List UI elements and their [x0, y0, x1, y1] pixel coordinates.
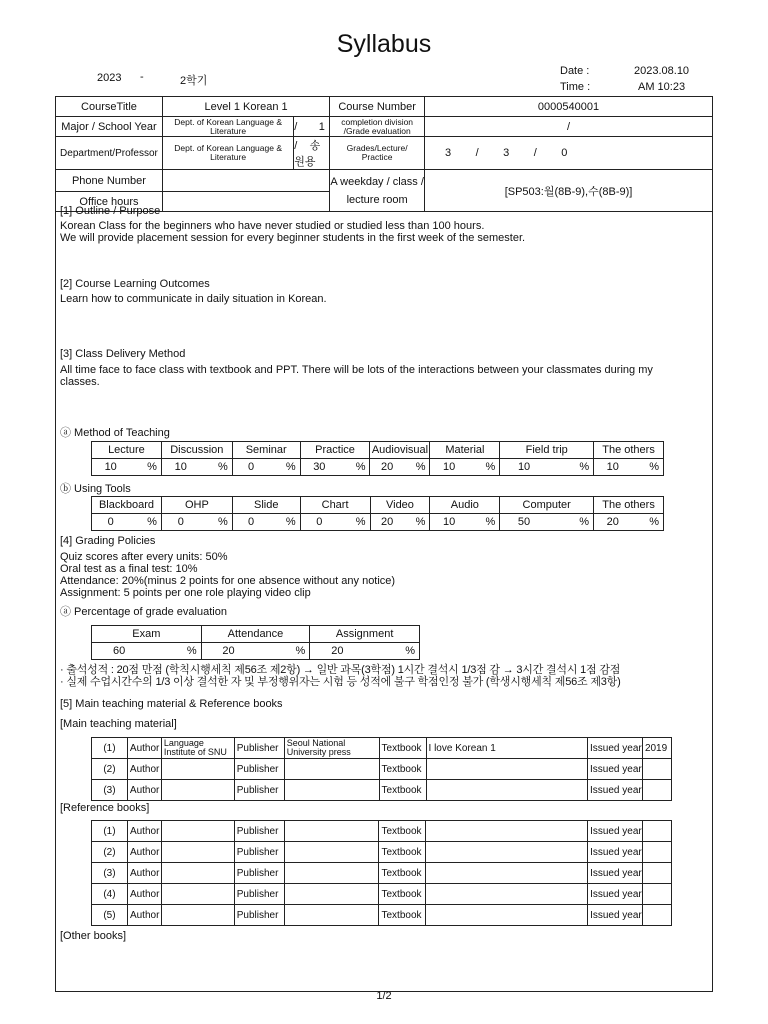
page-number: 1/2 [376, 990, 392, 1002]
teaching-number-7: 10 [606, 461, 619, 473]
tools-value-2 [232, 514, 300, 531]
teaching-method-title: ⓐ Method of Teaching [60, 427, 170, 439]
reference-books-label: [Reference books] [60, 802, 150, 814]
grades-slash-1: / [475, 147, 479, 159]
grades-credit: 3 [445, 147, 452, 159]
year: 2023 [97, 72, 122, 84]
phone-value [162, 170, 329, 192]
teaching-header-6: Field trip [500, 442, 594, 459]
tools-header-6: Computer [500, 497, 594, 514]
outcomes-line-1: Learn how to communicate in daily situation in Korean. [60, 293, 327, 305]
delivery-line-2: classes. [60, 376, 100, 388]
teaching-value-0 [92, 459, 162, 476]
main-book-num-1: (2) [92, 759, 128, 780]
course-title-label: CourseTitle [56, 97, 163, 117]
grading-header-0: Exam [92, 626, 202, 643]
weekday-label-line2: lecture room [346, 193, 408, 206]
teaching-value-3 [300, 459, 370, 476]
major-value: Dept. of Korean Language & Literature [162, 117, 293, 137]
teaching-value-2 [232, 459, 300, 476]
weekday-label [330, 170, 425, 212]
using-tools-table [91, 496, 664, 531]
ref-book-publisher-label-4: Publisher [234, 905, 284, 926]
time-value: AM 10:23 [638, 81, 686, 93]
grading-percent-0: % [186, 645, 197, 657]
major-slash: / [294, 120, 298, 133]
main-book-textbook-label-2: Textbook [379, 780, 426, 801]
ref-book-publisher-1 [284, 842, 379, 863]
main-material-label: [Main teaching material] [60, 718, 177, 730]
teaching-header-5: Material [430, 442, 500, 459]
school-year: 1 [318, 120, 325, 133]
ref-book-textbook-0 [426, 821, 588, 842]
ref-book-author-label-3: Author [127, 884, 161, 905]
other-books-label: [Other books] [60, 930, 127, 942]
ref-book-row-4 [92, 905, 672, 926]
tools-percent-2: % [285, 516, 296, 528]
teaching-number-6: 10 [517, 461, 531, 473]
grading-line-1: Quiz scores after every units: 50% [60, 551, 228, 563]
grading-header-2: Assignment [310, 626, 420, 643]
ref-book-row-0 [92, 821, 672, 842]
ref-book-textbook-label-0: Textbook [379, 821, 426, 842]
teaching-percent-3: % [355, 461, 366, 473]
main-book-num-2: (3) [92, 780, 128, 801]
main-book-author-label-2: Author [127, 780, 161, 801]
ref-book-num-4: (5) [92, 905, 128, 926]
tools-number-2: 0 [248, 516, 255, 528]
ref-book-issued-label-0: Issued year [588, 821, 643, 842]
date-label: Date : [560, 65, 590, 77]
using-tools-title: ⓑ Using Tools [60, 483, 131, 495]
teaching-value-6 [500, 459, 594, 476]
ref-book-publisher-2 [284, 863, 379, 884]
section-materials-title: [5] Main teaching material & Reference books [60, 698, 283, 710]
section-outcomes-title: [2] Course Learning Outcomes [60, 278, 210, 290]
tools-header-4: Video [370, 497, 430, 514]
tools-number-7: 20 [606, 516, 619, 528]
teaching-method-table [91, 441, 664, 476]
ref-book-num-2: (3) [92, 863, 128, 884]
ref-book-issued-label-3: Issued year [588, 884, 643, 905]
grading-percent-1: % [295, 645, 306, 657]
teaching-percent-1: % [217, 461, 228, 473]
main-book-publisher-label-0: Publisher [234, 738, 284, 759]
ref-book-textbook-2 [426, 863, 588, 884]
course-info-table [55, 96, 713, 212]
office-hours-value [162, 192, 329, 212]
ref-book-author-label-0: Author [127, 821, 161, 842]
tools-percent-0: % [147, 516, 157, 528]
teaching-number-3: 30 [313, 461, 326, 473]
tools-value-5 [430, 514, 500, 531]
ref-book-publisher-label-3: Publisher [234, 884, 284, 905]
teaching-value-1 [161, 459, 232, 476]
ref-book-issued-label-1: Issued year [588, 842, 643, 863]
tools-header-2: Slide [232, 497, 300, 514]
grade-percentage-title: ⓐ Percentage of grade evaluation [60, 606, 227, 618]
teaching-number-0: 10 [104, 461, 117, 473]
phone-label: Phone Number [56, 170, 163, 192]
grade-percentage-table [91, 625, 420, 660]
main-book-textbook-label-0: Textbook [379, 738, 426, 759]
grading-number-0: 60 [112, 645, 126, 657]
main-book-year-0: 2019 [642, 738, 671, 759]
tools-percent-1: % [218, 516, 228, 528]
ref-book-textbook-label-1: Textbook [379, 842, 426, 863]
teaching-header-3: Practice [300, 442, 370, 459]
ref-book-textbook-label-3: Textbook [379, 884, 426, 905]
time-label: Time : [560, 81, 591, 93]
grading-header-1: Attendance [201, 626, 310, 643]
teaching-percent-4: % [415, 461, 426, 473]
ref-book-issued-label-4: Issued year [588, 905, 643, 926]
ref-book-issued-label-2: Issued year [588, 863, 643, 884]
ref-book-year-4 [643, 905, 672, 926]
main-book-textbook-1 [426, 759, 588, 780]
section-delivery-title: [3] Class Delivery Method [60, 348, 186, 360]
grades-value [425, 137, 713, 170]
ref-book-author-3 [161, 884, 234, 905]
ref-book-num-1: (2) [92, 842, 128, 863]
grades-lecture: 3 [503, 147, 510, 159]
tools-number-1: 0 [177, 516, 184, 528]
ref-book-row-1 [92, 842, 672, 863]
main-book-publisher-1 [284, 759, 379, 780]
main-book-row-0 [92, 738, 672, 759]
grading-line-4: Assignment: 5 points per one role playing video clip [60, 587, 311, 599]
main-book-author-1 [161, 759, 234, 780]
teaching-number-4: 20 [380, 461, 394, 473]
tools-value-1 [161, 514, 232, 531]
grading-number-1: 20 [222, 645, 235, 657]
section-grading-title: [4] Grading Policies [60, 535, 156, 547]
ref-book-publisher-3 [284, 884, 379, 905]
teaching-value-4 [370, 459, 430, 476]
grading-line-2: Oral test as a final test: 10% [60, 563, 198, 575]
grades-slash-2: / [533, 147, 537, 159]
attendance-note-1: · 출석성적 : 20점 만점 (학칙시행세칙 제56조 제2항) → 일반 과목(3학점) 1시간 결석시 1/3점 감 → 3시간 결석시 1점 감점 [60, 664, 621, 676]
main-book-row-1 [92, 759, 672, 780]
main-book-row-2 [92, 780, 672, 801]
ref-book-year-0 [643, 821, 672, 842]
teaching-percent-0: % [147, 461, 157, 473]
tools-percent-6: % [579, 516, 590, 528]
ref-book-author-0 [161, 821, 234, 842]
ref-book-textbook-4 [426, 905, 588, 926]
ref-book-publisher-label-0: Publisher [234, 821, 284, 842]
weekday-value: [SP503:월(8B-9),수(8B-9)] [425, 170, 713, 212]
tools-number-6: 50 [517, 516, 531, 528]
tools-header-5: Audio [430, 497, 500, 514]
ref-book-textbook-1 [426, 842, 588, 863]
tools-header-0: Blackboard [92, 497, 162, 514]
teaching-percent-5: % [485, 461, 496, 473]
tools-value-4 [370, 514, 430, 531]
outline-line-1: Korean Class for the beginners who have never studied or studied less than 100 hours. [60, 220, 485, 232]
main-book-textbook-0: I love Korean 1 [426, 738, 588, 759]
teaching-header-1: Discussion [161, 442, 232, 459]
teaching-percent-6: % [579, 461, 590, 473]
grades-label: Grades/Lecture/ Practice [330, 137, 425, 170]
professor: 송원용 [294, 140, 321, 168]
ref-book-publisher-0 [284, 821, 379, 842]
ref-book-textbook-label-2: Textbook [379, 863, 426, 884]
ref-book-author-2 [161, 863, 234, 884]
main-book-textbook-2 [426, 780, 588, 801]
ref-book-publisher-4 [284, 905, 379, 926]
tools-value-3 [300, 514, 370, 531]
grading-percent-2: % [405, 645, 415, 657]
ref-book-year-3 [643, 884, 672, 905]
delivery-line-1: All time face to face class with textbook and PPT. There will be lots of the interactions between your classmates during my [60, 364, 653, 376]
ref-book-author-label-4: Author [127, 905, 161, 926]
ref-book-num-3: (4) [92, 884, 128, 905]
main-material-table [91, 737, 672, 801]
ref-book-year-1 [643, 842, 672, 863]
tools-percent-4: % [415, 516, 426, 528]
main-book-year-1 [642, 759, 671, 780]
ref-book-author-1 [161, 842, 234, 863]
course-title-value: Level 1 Korean 1 [162, 97, 329, 117]
weekday-label-line1: A weekday / class / [330, 175, 424, 188]
teaching-header-4: Audiovisual [370, 442, 430, 459]
teaching-header-0: Lecture [92, 442, 162, 459]
ref-book-publisher-label-2: Publisher [234, 863, 284, 884]
date-value: 2023.08.10 [634, 65, 690, 77]
main-book-year-2 [642, 780, 671, 801]
main-book-author-2 [161, 780, 234, 801]
completion-value: / [425, 117, 713, 137]
tools-header-3: Chart [300, 497, 370, 514]
tools-header-1: OHP [161, 497, 232, 514]
main-book-textbook-label-1: Textbook [379, 759, 426, 780]
main-book-issued-label-0: Issued year [588, 738, 643, 759]
outline-line-2: We will provide placement session for every beginner students in the first week of the semester. [60, 232, 526, 244]
tools-value-0 [92, 514, 162, 531]
office-hours-label: Office hours [56, 192, 163, 212]
tools-value-6 [500, 514, 594, 531]
main-book-publisher-label-1: Publisher [234, 759, 284, 780]
tools-percent-3: % [355, 516, 366, 528]
year-term-dash: - [140, 71, 144, 83]
main-book-publisher-label-2: Publisher [234, 780, 284, 801]
page-title: Syllabus [336, 30, 432, 58]
ref-book-row-2 [92, 863, 672, 884]
grading-line-3: Attendance: 20%(minus 2 points for one absence without any notice) [60, 575, 396, 587]
course-number-label: Course Number [330, 97, 425, 117]
tools-percent-7: % [649, 516, 659, 528]
main-book-author-label-0: Author [127, 738, 161, 759]
dept-label: Department/Professor [56, 137, 163, 170]
major-label: Major / School Year [56, 117, 163, 137]
grades-practice: 0 [561, 147, 568, 159]
main-book-author-label-1: Author [127, 759, 161, 780]
teaching-header-7: The others [594, 442, 664, 459]
reference-books-table [91, 820, 672, 926]
tools-number-4: 20 [380, 516, 394, 528]
tools-percent-5: % [485, 516, 496, 528]
main-book-issued-label-2: Issued year [588, 780, 643, 801]
ref-book-year-2 [643, 863, 672, 884]
completion-label: completion division /Grade evaluation [330, 117, 425, 137]
ref-book-row-3 [92, 884, 672, 905]
ref-book-num-0: (1) [92, 821, 128, 842]
tools-header-7: The others [594, 497, 664, 514]
main-book-issued-label-1: Issued year [588, 759, 643, 780]
teaching-value-7 [594, 459, 664, 476]
grading-number-2: 20 [331, 645, 344, 657]
ref-book-publisher-label-1: Publisher [234, 842, 284, 863]
school-year-cell [294, 117, 330, 137]
dept-value: Dept. of Korean Language & Literature [162, 137, 293, 170]
tools-number-5: 10 [442, 516, 456, 528]
teaching-number-2: 0 [247, 461, 255, 473]
main-book-publisher-0: Seoul National University press [284, 738, 379, 759]
dept-slash: / [294, 140, 298, 152]
grading-value-0 [92, 643, 202, 660]
ref-book-author-label-2: Author [127, 863, 161, 884]
term: 2학기 [180, 75, 208, 87]
teaching-percent-2: % [285, 461, 296, 473]
tools-number-3: 0 [316, 516, 323, 528]
tools-value-7 [594, 514, 664, 531]
teaching-value-5 [430, 459, 500, 476]
main-book-num-0: (1) [92, 738, 128, 759]
teaching-number-1: 10 [174, 461, 187, 473]
ref-book-author-label-1: Author [127, 842, 161, 863]
teaching-percent-7: % [649, 461, 659, 473]
section-outline-title: [1] Outline / Purpose [60, 205, 161, 217]
ref-book-textbook-3 [426, 884, 588, 905]
main-book-publisher-2 [284, 780, 379, 801]
grading-value-2 [310, 643, 420, 660]
attendance-note-2: · 실제 수업시간수의 1/3 이상 결석한 자 및 부정행위자는 시험 등 성적에 불구 학점인정 불가 (학생시행세칙 제56조 제3항) [60, 676, 621, 688]
teaching-number-5: 10 [443, 461, 456, 473]
professor-cell [294, 137, 330, 170]
tools-number-0: 0 [107, 516, 114, 528]
teaching-header-2: Seminar [232, 442, 300, 459]
main-book-author-0: Language Institute of SNU [161, 738, 234, 759]
course-number-value: 0000540001 [425, 97, 713, 117]
ref-book-textbook-label-4: Textbook [379, 905, 426, 926]
grading-value-1 [201, 643, 310, 660]
ref-book-author-4 [161, 905, 234, 926]
